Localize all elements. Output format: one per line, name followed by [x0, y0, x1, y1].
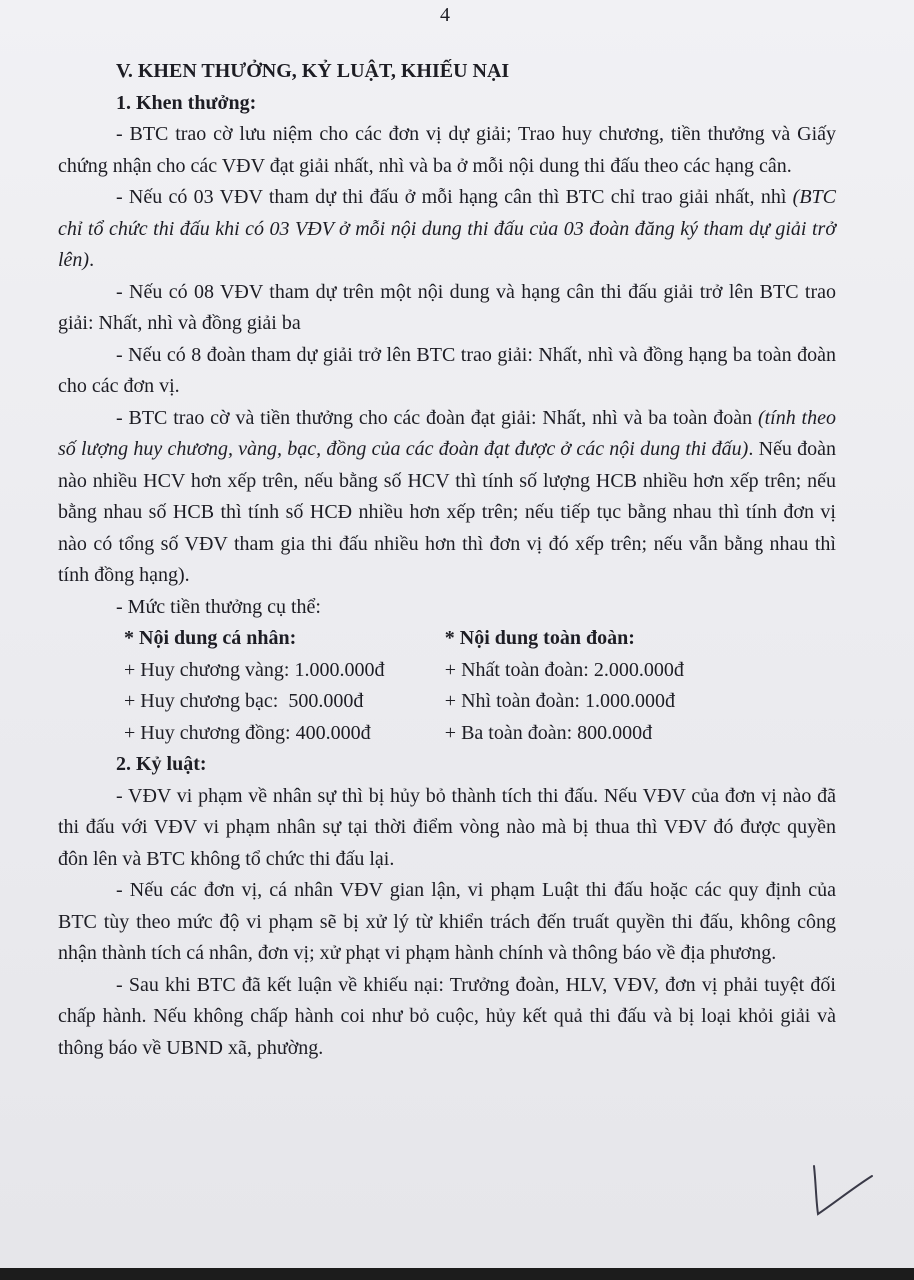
prize-team-second: + Nhì toàn đoàn: 1.000.000đ — [444, 690, 675, 712]
individual-prize-title: * Nội dung cá nhân: — [124, 627, 297, 649]
prize-gold: + Huy chương vàng: 1.000.000đ — [124, 658, 385, 681]
check-mark-icon — [808, 1160, 878, 1220]
prize-row — [124, 686, 836, 718]
section-title: V. KHEN THƯỞNG, KỶ LUẬT, KHIẾU NẠI — [116, 60, 510, 82]
prize-titles-row — [124, 623, 836, 655]
paragraph-text: . Nếu đoàn nào nhiều HCV hơn xếp trên, nếu bằng số HCV thì tính số lượng HCB nhiều hơn xếp trên; nếu bằng nhau số HCB thì tính số HCĐ nhiều hơn xếp trên; nếu tiếp tục bằng nhau thì tính đơn vị nào có tổng số VĐV tham gia thi đấu nhiều hơn thì đơn vị đó xếp trên; nếu vẫn bằng nhau thì tính đồng hạng). — [58, 438, 837, 586]
paragraph-eight-athletes: - Nếu có 08 VĐV tham dự trên một nội dung và hạng cân thi đấu giải trở lên BTC trao giải: Nhất, nhì và đồng giải ba — [58, 280, 836, 334]
paragraph-three-athletes — [58, 182, 836, 277]
paragraph-text: . — [89, 249, 95, 271]
subsection-title-rewards: 1. Khen thưởng: — [116, 91, 257, 114]
paragraph-eight-teams: - Nếu có 8 đoàn tham dự giải trở lên BTC trao giải: Nhất, nhì và đồng hạng ba toàn đoàn cho các đơn vị. — [58, 343, 836, 397]
paragraph-awards: - BTC trao cờ lưu niệm cho các đơn vị dự giải; Trao huy chương, tiền thưởng và Giấy chứng nhận cho các VĐV đạt giải nhất, nhì và ba ở mỗi nội dung thi đấu theo các hạng cân. — [58, 123, 836, 177]
page-number: 4 — [440, 4, 450, 26]
prize-heading: - Mức tiền thưởng cụ thể: — [116, 595, 321, 618]
prize-team-first: + Nhất toàn đoàn: 2.000.000đ — [444, 658, 684, 681]
prize-row — [124, 655, 836, 687]
paragraph-note: (tính theo số lượng huy chương, vàng, bạc, đồng của các đoàn đạt được ở các nội dung thi đấu) — [58, 406, 836, 460]
paragraph-text: - BTC trao cờ và tiền thưởng cho các đoàn đạt giải: Nhất, nhì và ba toàn đoàn — [116, 406, 758, 429]
paragraph-team-ranking — [58, 403, 836, 592]
paragraph-personnel-violation: - VĐV vi phạm về nhân sự thì bị hủy bỏ thành tích thi đấu. Nếu VĐV của đơn vị nào đã thi đấu với VĐV vi phạm nhân sự tại thời điểm vòng nào mà bị thua thì VĐV đó được quyền đôn lên và BTC không tổ chức thi đấu lại. — [58, 784, 836, 870]
paragraph-note: (BTC chỉ tổ chức thi đấu khi có 03 VĐV ở mỗi nội dung thi đấu của 03 đoàn đăng ký tham dự giải trở lên) — [58, 186, 836, 271]
subsection-title-discipline: 2. Kỷ luật: — [116, 753, 207, 775]
paragraph-cheating: - Nếu các đơn vị, cá nhân VĐV gian lận, vi phạm Luật thi đấu hoặc các quy định của BTC tùy theo mức độ vi phạm sẽ bị xử lý từ khiển trách đến truất quyền thi đấu, không công nhận thành tích cá nhân, đơn vị; xử phạt vi phạm hành chính và thông báo về địa phương. — [58, 879, 836, 964]
paragraph-text: - Nếu có 03 VĐV tham dự thi đấu ở mỗi hạng cân thì BTC chỉ trao giải nhất, nhì — [116, 186, 793, 208]
prize-team-third: + Ba toàn đoàn: 800.000đ — [444, 721, 653, 744]
prize-bronze: + Huy chương đồng: 400.000đ — [124, 721, 371, 744]
prize-row — [124, 718, 836, 750]
document-body — [58, 56, 836, 1064]
prize-silver: + Huy chương bạc: 500.000đ — [124, 690, 364, 712]
team-prize-title: * Nội dung toàn đoàn: — [444, 627, 635, 649]
paragraph-complaints: - Sau khi BTC đã kết luận về khiếu nại: Trưởng đoàn, HLV, VĐV, đơn vị phải tuyệt đối chấp hành. Nếu không chấp hành coi như bỏ cuộc, hủy kết quả thi đấu và bị loại khỏi giải và thông báo về UBND xã, phường. — [58, 973, 836, 1059]
